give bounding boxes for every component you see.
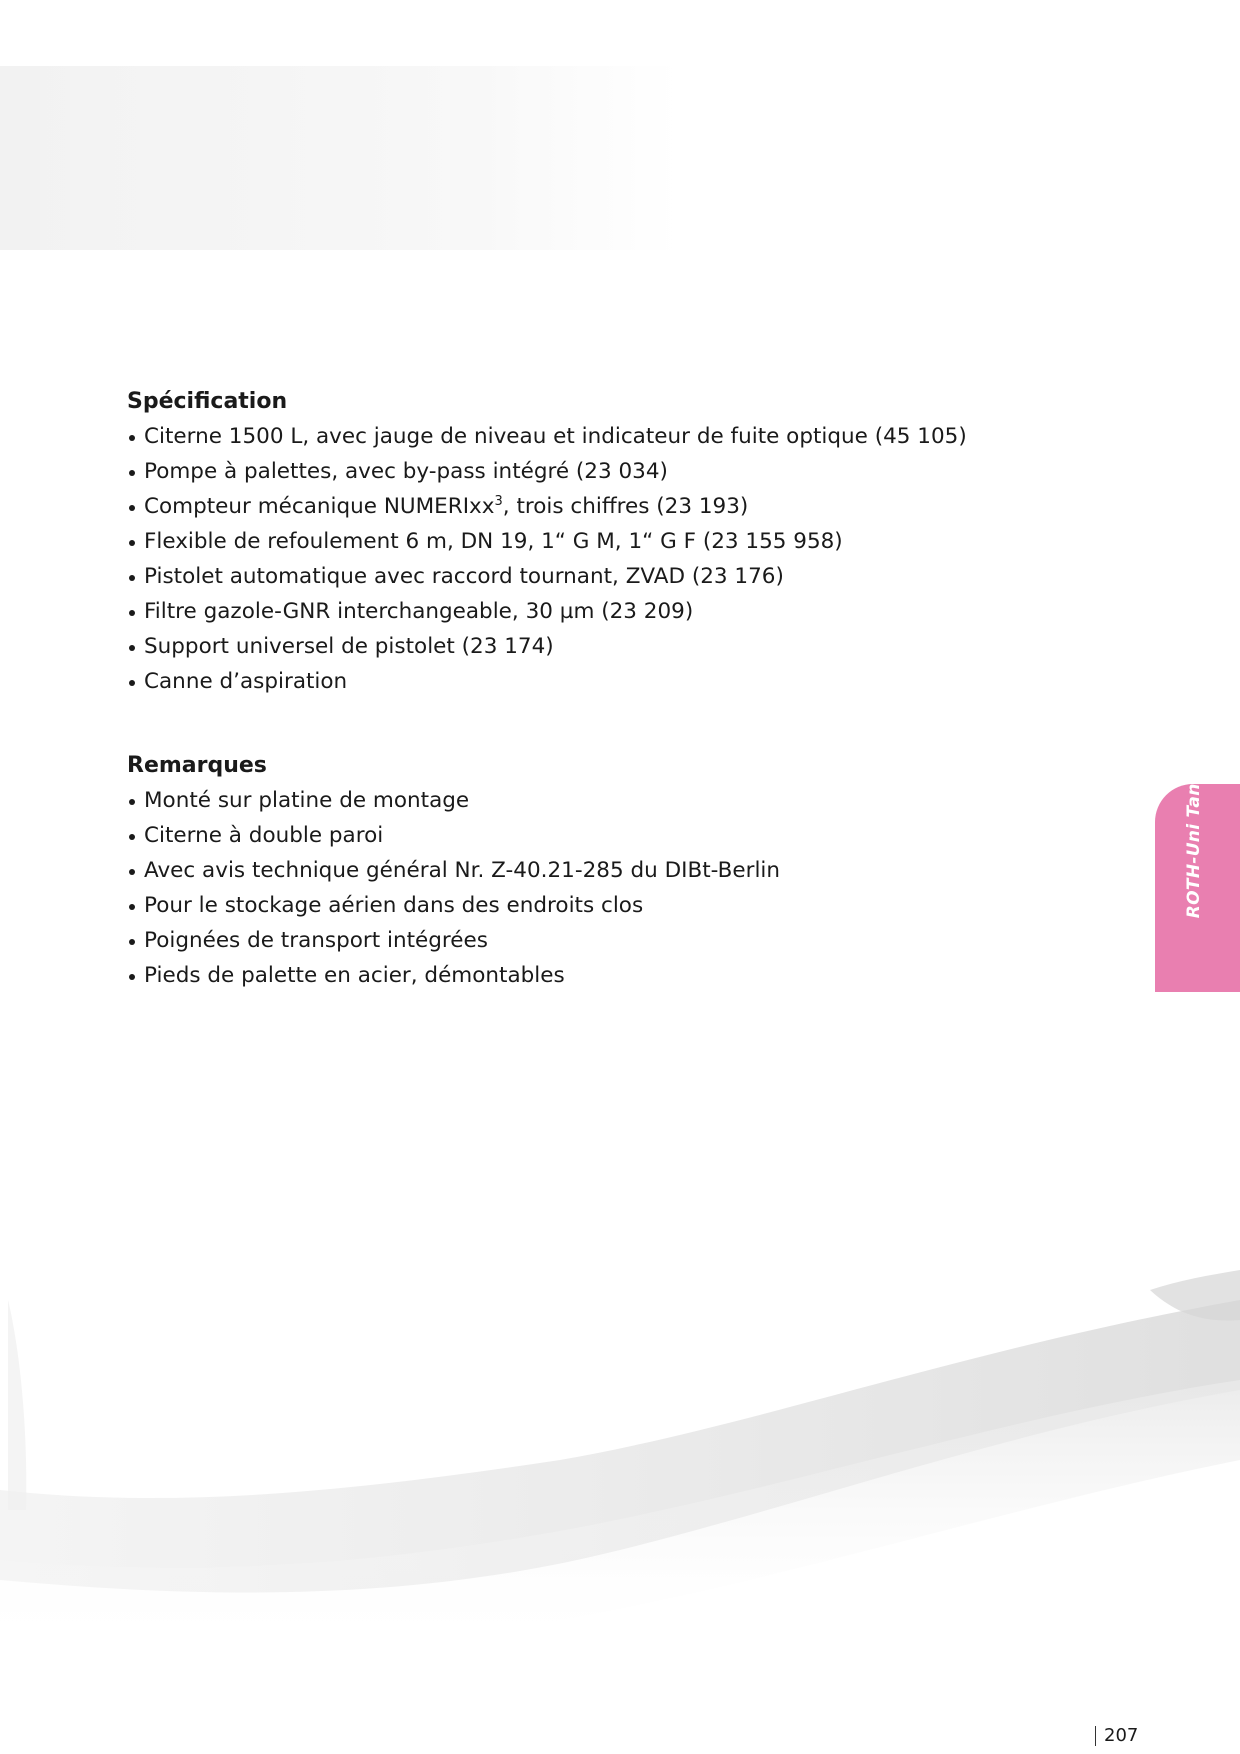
remarks-item: Citerne à double paroi (127, 818, 1027, 853)
water-splash-decoration (0, 1260, 1240, 1730)
splash-drop (8, 1300, 26, 1510)
specification-item: Canne d’aspiration (127, 664, 1027, 699)
specification-item: Flexible de refoulement 6 m, DN 19, 1“ G M, 1“ G F (23 155 958) (127, 524, 1027, 559)
specification-item: Support universel de pistolet (23 174) (127, 629, 1027, 664)
specification-heading: Spécification (127, 389, 288, 414)
specification-item: Pistolet automatique avec raccord tournant, ZVAD (23 176) (127, 559, 1027, 594)
specification-item-text: , trois chiffres (23 193) (502, 494, 749, 519)
specification-item: Citerne 1500 L, avec jauge de niveau et indicateur de fuite optique (45 105) (127, 419, 1027, 454)
remarks-item: Monté sur platine de montage (127, 783, 1027, 818)
specification-item (127, 489, 1027, 524)
page-number: 207 (1095, 1726, 1138, 1746)
specification-item: Filtre gazole-GNR interchangeable, 30 µm (23 209) (127, 594, 1027, 629)
remarks-list (127, 783, 1027, 993)
remarks-heading: Remarques (127, 753, 267, 778)
specification-list (127, 419, 1027, 699)
remarks-item: Pieds de palette en acier, démontables (127, 958, 1027, 993)
content-area (127, 384, 1027, 993)
splash-spray (1150, 1270, 1240, 1320)
header-background-band (0, 66, 680, 250)
section-spacer (127, 699, 1027, 748)
superscript-3: 3 (494, 493, 503, 509)
remarks-item: Avec avis technique général Nr. Z-40.21-285 du DIBt-Berlin (127, 853, 1027, 888)
chapter-side-tab-label: ROTH-Uni Tank (1184, 771, 1204, 919)
remarks-item: Poignées de transport intégrées (127, 923, 1027, 958)
specification-item: Pompe à palettes, avec by-pass intégré (23 034) (127, 454, 1027, 489)
specification-item-text: Compteur mécanique NUMERIxx (144, 494, 495, 519)
remarks-item: Pour le stockage aérien dans des endroits clos (127, 888, 1027, 923)
